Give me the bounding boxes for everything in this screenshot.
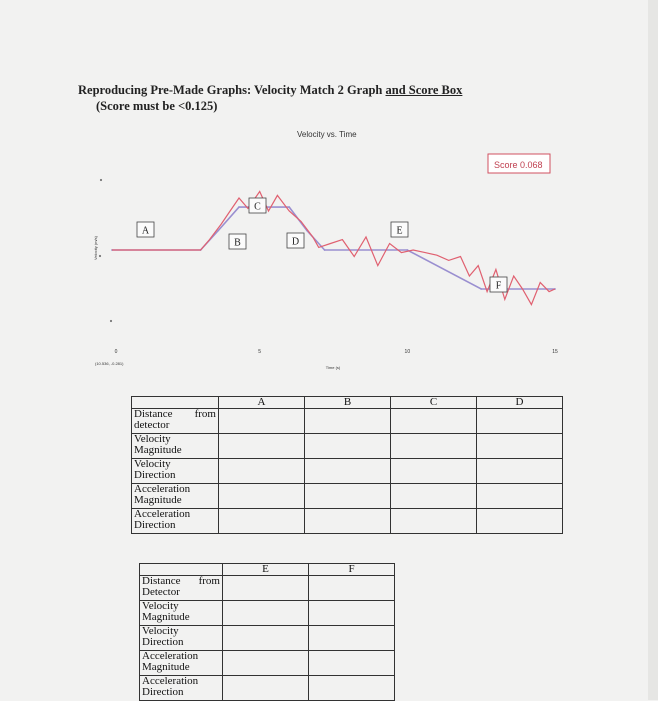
- answer-cell-f[interactable]: [309, 576, 395, 601]
- y-axis-label: Velocity (m/s): [93, 235, 98, 260]
- answer-cell-e[interactable]: [223, 626, 309, 651]
- x-tick-label: 0: [114, 349, 118, 355]
- row-label: Distance from detector: [132, 409, 219, 434]
- answer-cell-b[interactable]: [305, 509, 391, 534]
- answer-cell-a[interactable]: [219, 409, 305, 434]
- segment-label-b: B: [234, 237, 241, 249]
- answer-cell-e[interactable]: [223, 651, 309, 676]
- answer-cell-e[interactable]: [223, 676, 309, 701]
- row-label: Velocity Magnitude: [140, 601, 223, 626]
- column-header-b: B: [305, 397, 391, 409]
- answer-cell-b[interactable]: [305, 459, 391, 484]
- table-row: [140, 626, 395, 651]
- answer-cell-a[interactable]: [219, 434, 305, 459]
- segment-label-c: C: [254, 201, 261, 213]
- answer-cell-d[interactable]: [477, 459, 563, 484]
- column-header-c: C: [391, 397, 477, 409]
- table-row: [140, 601, 395, 626]
- velocity-time-chart: [0, 120, 648, 380]
- x-tick-label: 10: [404, 349, 411, 355]
- answer-cell-c[interactable]: [391, 509, 477, 534]
- table-row: [140, 651, 395, 676]
- answer-cell-b[interactable]: [305, 484, 391, 509]
- table-header-row: [132, 397, 563, 409]
- series-line-target: [112, 207, 555, 289]
- answer-cell-c[interactable]: [391, 434, 477, 459]
- segment-label-d: D: [291, 236, 300, 248]
- table-row: [132, 409, 563, 434]
- answer-cell-a[interactable]: [219, 484, 305, 509]
- table-row: [132, 484, 563, 509]
- answer-cell-d[interactable]: [477, 409, 563, 434]
- column-header-e: E: [223, 564, 309, 576]
- answer-cell-a[interactable]: [219, 459, 305, 484]
- row-label: Velocity Direction: [140, 626, 223, 651]
- table-row: [132, 459, 563, 484]
- answer-cell-d[interactable]: [477, 484, 563, 509]
- row-label: Velocity Direction: [132, 459, 219, 484]
- worksheet-heading: [78, 83, 462, 97]
- target-point: [238, 206, 240, 208]
- row-label: Acceleration Magnitude: [140, 651, 223, 676]
- answer-cell-c[interactable]: [391, 409, 477, 434]
- heading-underlined-text: and Score Box: [385, 83, 463, 97]
- table-corner: [132, 397, 219, 409]
- column-header-f: F: [309, 564, 395, 576]
- motion-table-1: [131, 396, 563, 534]
- answer-cell-e[interactable]: [223, 601, 309, 626]
- table-row: [132, 434, 563, 459]
- target-point: [217, 230, 219, 232]
- segment-label-f: F: [495, 280, 502, 292]
- answer-cell-d[interactable]: [477, 509, 563, 534]
- answer-cell-a[interactable]: [219, 509, 305, 534]
- target-point: [324, 249, 326, 251]
- row-label: Acceleration Magnitude: [132, 484, 219, 509]
- answer-cell-f[interactable]: [309, 651, 395, 676]
- page-edge: [648, 0, 658, 700]
- y-tick-mark: [110, 320, 112, 322]
- answer-cell-f[interactable]: [309, 626, 395, 651]
- table-corner: [140, 564, 223, 576]
- chart-title: Velocity vs. Time: [297, 130, 357, 139]
- series-line-measured: [112, 192, 555, 305]
- x-tick-label: 15: [552, 349, 558, 355]
- target-point: [480, 288, 482, 290]
- row-label: Acceleration Direction: [132, 509, 219, 534]
- y-tick-mark: [100, 179, 102, 181]
- x-tick-label: 5: [258, 349, 262, 355]
- table-row: [140, 576, 395, 601]
- answer-cell-b[interactable]: [305, 434, 391, 459]
- column-header-d: D: [477, 397, 563, 409]
- answer-cell-b[interactable]: [305, 409, 391, 434]
- score-requirement: (Score must be <0.125): [96, 99, 218, 113]
- answer-cell-f[interactable]: [309, 601, 395, 626]
- answer-cell-d[interactable]: [477, 434, 563, 459]
- answer-cell-e[interactable]: [223, 576, 309, 601]
- table-row: [140, 676, 395, 701]
- x-axis-label: Time (s): [325, 365, 341, 370]
- cursor-readout: (10.536, -0.281): [95, 361, 124, 366]
- answer-cell-c[interactable]: [391, 484, 477, 509]
- row-label: Distance from Detector: [140, 576, 223, 601]
- segment-label-e: E: [396, 225, 403, 237]
- score-value: Score 0.068: [494, 160, 543, 170]
- row-label: Acceleration Direction: [140, 676, 223, 701]
- table-row: [132, 509, 563, 534]
- answer-cell-f[interactable]: [309, 676, 395, 701]
- target-point: [288, 206, 290, 208]
- segment-label-a: A: [141, 225, 150, 237]
- y-tick-mark: [99, 255, 101, 257]
- heading-text: Reproducing Pre-Made Graphs: Velocity Match 2 Graph: [78, 83, 386, 97]
- answer-cell-c[interactable]: [391, 459, 477, 484]
- row-label: Velocity Magnitude: [132, 434, 219, 459]
- table-header-row: [140, 564, 395, 576]
- column-header-a: A: [219, 397, 305, 409]
- motion-table-2: [139, 563, 395, 701]
